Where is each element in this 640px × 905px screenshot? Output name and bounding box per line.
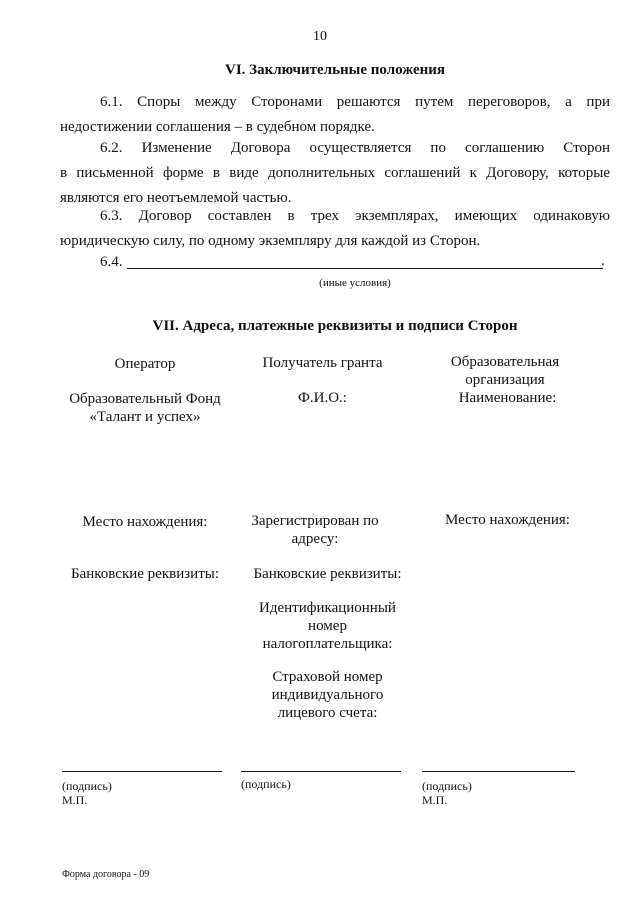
operator-location: Место нахождения: xyxy=(82,514,208,530)
paragraph-line: 6.1. Споры между Сторонами решаются путем переговоров, а при xyxy=(100,94,610,110)
grantee-registered-address: Зарегистрирован по адресу: xyxy=(251,513,379,547)
operator-signature-block xyxy=(62,779,112,807)
stamp-label: М.П. xyxy=(422,793,448,807)
org-location: Место нахождения: xyxy=(445,512,570,528)
operator-bank-details: Банковские реквизиты: xyxy=(70,566,219,582)
paragraph-6-3 xyxy=(60,204,610,254)
paragraph-6-4-end: . xyxy=(601,253,605,269)
grantee-fio: Ф.И.О.: xyxy=(298,390,347,406)
paragraph-line: в письменной форме в виде дополнительных соглашений к Договору, которые xyxy=(60,165,610,181)
operator-name: Образовательный Фонд «Талант и успех» xyxy=(69,391,221,425)
signature-label: (подпись) xyxy=(241,777,291,791)
section-7-title: VII. Адреса, платежные реквизиты и подписи Сторон xyxy=(152,318,518,334)
signature-label: (подпись) xyxy=(62,779,112,793)
org-heading: Образовательная организация xyxy=(450,354,560,388)
section-6-title: VI. Заключительные положения xyxy=(225,62,445,78)
grantee-bank-details: Банковские реквизиты: xyxy=(253,566,402,582)
paragraph-line: являются его неотъемлемой частью. xyxy=(60,190,292,206)
org-signature-block xyxy=(422,779,472,807)
paragraph-6-1 xyxy=(60,90,610,140)
grantee-heading: Получатель гранта xyxy=(262,355,383,371)
operator-heading: Оператор xyxy=(114,356,176,372)
paragraph-line: недостижении соглашения – в судебном порядке. xyxy=(60,119,375,135)
paragraph-line: 6.2. Изменение Договора осуществляется по соглашению Сторон xyxy=(100,140,610,156)
paragraph-line: юридическую силу, по одному экземпляру для каждой из Сторон. xyxy=(60,233,481,249)
org-name-label: Наименование: xyxy=(458,390,557,406)
page-number: 10 xyxy=(313,29,327,44)
grantee-snils: Страховой номер индивидуального лицевого счета: xyxy=(271,669,384,721)
paragraph-line: 6.3. Договор составлен в трех экземплярах, имеющих одинаковую xyxy=(100,208,610,224)
paragraph-6-2 xyxy=(60,136,610,211)
other-terms-caption: (иные условия) xyxy=(319,277,391,289)
grantee-inn: Идентификационный номер налогоплательщика: xyxy=(259,600,396,652)
grantee-signature-block xyxy=(241,777,291,791)
signature-label: (подпись) xyxy=(422,779,472,793)
stamp-label: М.П. xyxy=(62,793,88,807)
paragraph-6-4-label: 6.4. xyxy=(100,254,123,270)
operator-signature-line xyxy=(62,771,222,772)
org-signature-line xyxy=(422,771,575,772)
grantee-signature-line xyxy=(241,771,401,772)
form-footer: Форма договора - 09 xyxy=(62,869,150,880)
other-terms-fill-line xyxy=(127,268,603,269)
